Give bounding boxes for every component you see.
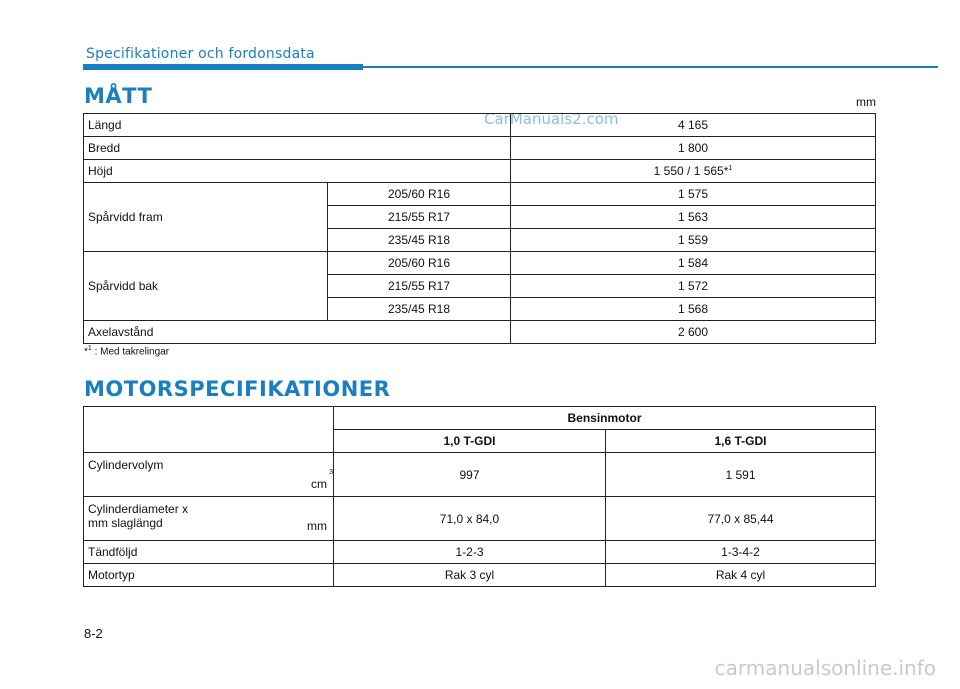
tire-size: 235/45 R18 [328,298,511,321]
dimensions-table [83,113,876,344]
footnote-sup: 1 [87,345,92,352]
group-header: Bensinmotor [334,407,876,430]
row-value: Rak 3 cyl [334,564,606,587]
row-value: 4 165 [511,114,876,137]
dimensions-heading: MÅTT [84,84,153,108]
tire-size: 205/60 R16 [328,183,511,206]
row-label: Axelavstånd [84,321,511,344]
row-label: Motortyp [84,564,334,587]
table-row [84,541,876,564]
table-row [84,252,876,275]
row-value: 77,0 x 85,44 [606,497,876,541]
row-value: 1 800 [511,137,876,160]
row-value: 1 584 [511,252,876,275]
row-value: 1 568 [511,298,876,321]
row-value: 1 591 [606,453,876,497]
page-number: 8-2 [84,626,103,641]
row-value: 71,0 x 84,0 [334,497,606,541]
row-value: 1 572 [511,275,876,298]
row-value: 1 559 [511,229,876,252]
row-value: 1 563 [511,206,876,229]
dimensions-unit: mm [856,95,876,109]
row-label: Bredd [84,137,511,160]
footnote [84,345,169,357]
row-label-cell [84,497,334,541]
section-title: Specifikationer och fordonsdata [86,46,315,62]
footnote-mark: * [84,346,88,358]
row-label: Tändföljd [84,541,334,564]
column-header: 1,0 T-GDI [334,430,606,453]
tire-size: 215/55 R17 [328,275,511,298]
row-label: Cylindervolym [88,458,164,472]
row-value: 1-2-3 [334,541,606,564]
row-label: Höjd [84,160,511,183]
row-label: Spårvidd bak [84,252,328,321]
row-value: 2 600 [511,321,876,344]
engine-heading: MOTORSPECIFIKATIONER [84,377,391,401]
table-row [84,497,876,541]
watermark-link[interactable]: CarManuals2.com [484,110,619,128]
empty-header-cell [84,407,334,453]
column-header: 1,6 T-GDI [606,430,876,453]
row-value: 1-3-4-2 [606,541,876,564]
header-rule-thin [363,66,938,68]
unit-label: mm [307,519,327,533]
unit-label: cm [311,477,327,491]
row-value: 1 550 / 1 565* [653,164,729,178]
table-row [84,160,876,183]
row-value: Rak 4 cyl [606,564,876,587]
row-value: 997 [334,453,606,497]
footnote-marker: 1 [728,165,733,172]
footer-watermark: carmanualsonline.info [714,656,936,680]
table-row [84,407,876,430]
row-label-line1: Cylinderdiameter x [88,502,189,516]
row-label-cell [84,453,334,497]
table-row [84,137,876,160]
row-label: Längd [84,114,511,137]
tire-size: 215/55 R17 [328,206,511,229]
header-rule-thick [83,64,363,70]
row-label: Spårvidd fram [84,183,328,252]
table-row [84,564,876,587]
table-row [84,321,876,344]
table-row [84,183,876,206]
unit-superscript: 3 [329,469,333,476]
tire-size: 205/60 R16 [328,252,511,275]
engine-table [83,406,876,587]
row-value-cell [511,160,876,183]
table-row [84,453,876,497]
table-row [84,114,876,137]
tire-size: 235/45 R18 [328,229,511,252]
row-label-line2: mm slaglängd [88,516,163,530]
row-value: 1 575 [511,183,876,206]
footnote-text: : Med takrelingar [91,346,170,358]
